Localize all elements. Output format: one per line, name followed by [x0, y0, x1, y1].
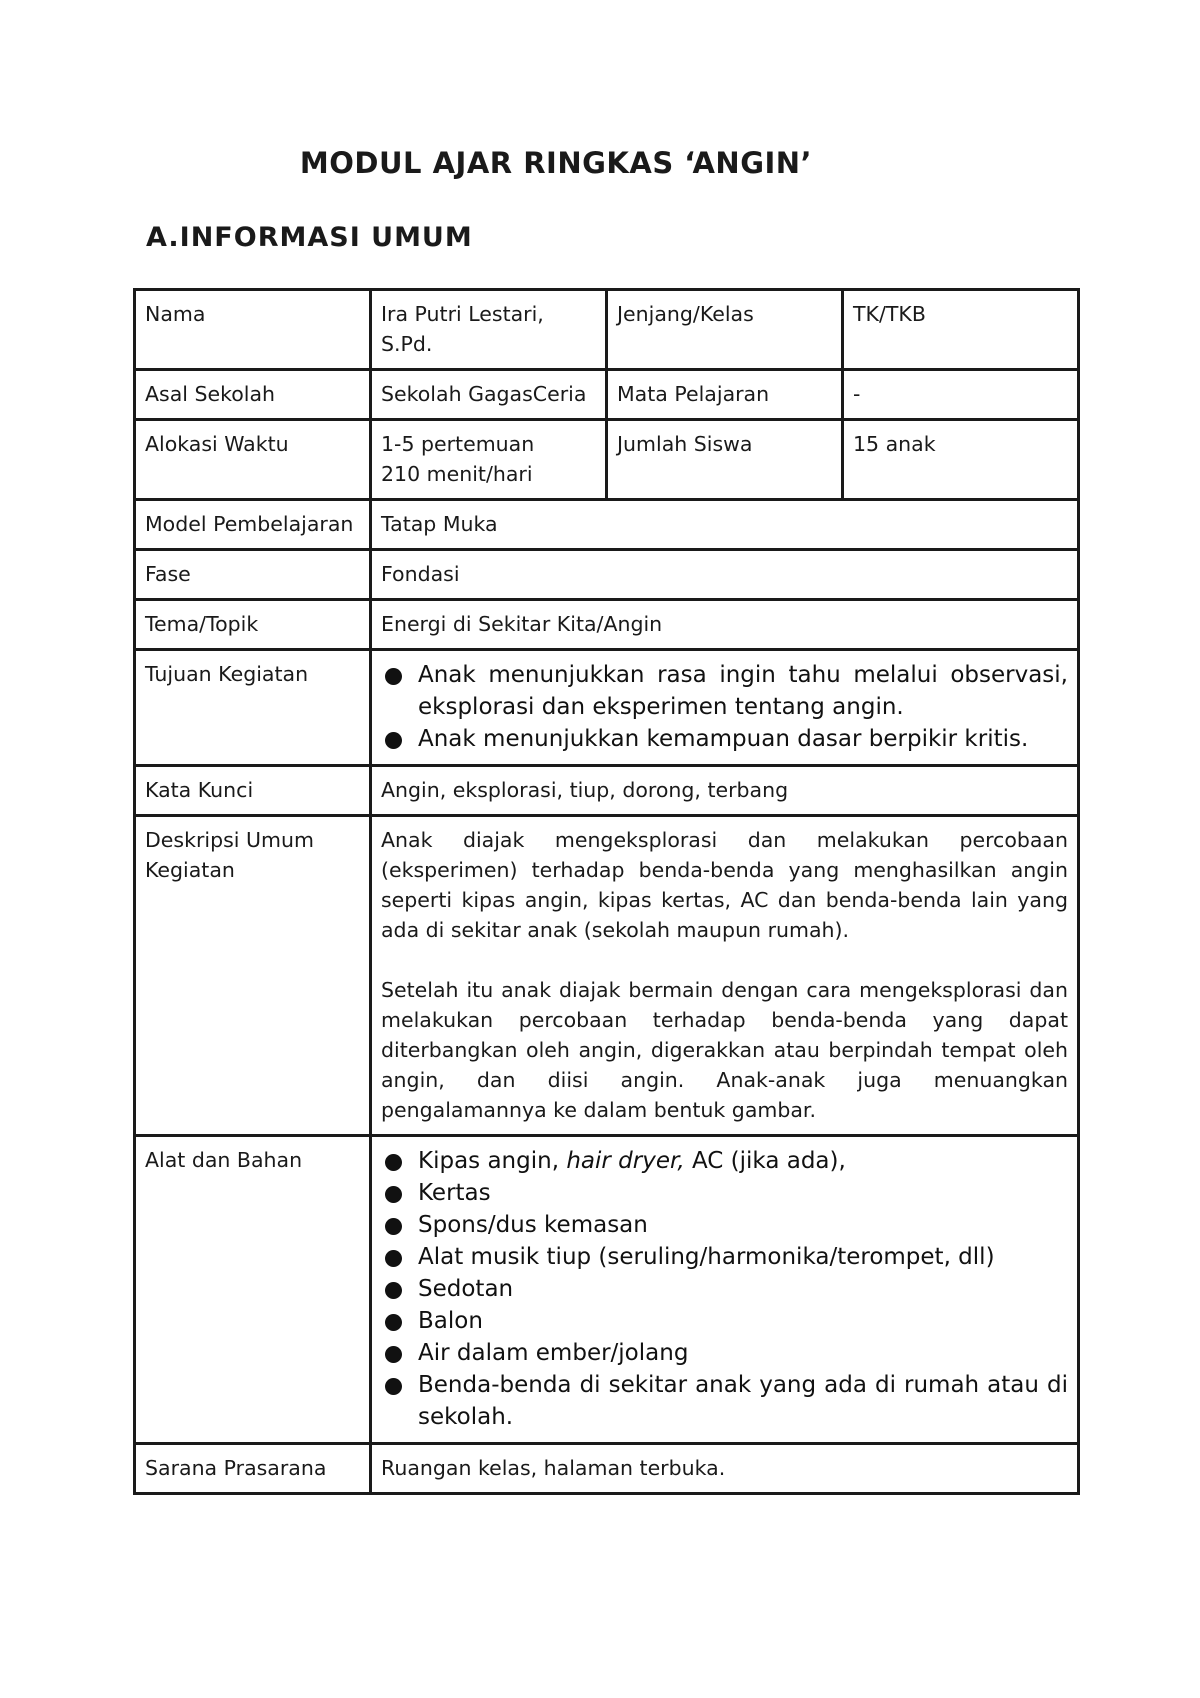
value-cell — [371, 1136, 1079, 1444]
value-cell: Tatap Muka — [371, 500, 1079, 550]
label-cell: Deskripsi Umum Kegiatan — [135, 816, 371, 1136]
table-row — [135, 420, 1079, 500]
list-item-text: Anak menunjukkan rasa ingin tahu melalui observasi, eksplorasi dan eksperimen tentang angin. — [418, 662, 1068, 720]
label-cell: Asal Sekolah — [135, 370, 371, 420]
table-row — [135, 290, 1079, 370]
value-cell — [371, 650, 1079, 766]
bullet-icon — [385, 1186, 402, 1203]
list-item — [381, 1145, 1068, 1177]
list-item — [381, 1273, 1068, 1305]
document-title: MODUL AJAR RINGKAS ‘ANGIN’ — [299, 146, 813, 180]
list-item-text: Benda-benda di sekitar anak yang ada di rumah atau di sekolah. — [418, 1372, 1068, 1430]
label-cell: Sarana Prasarana — [135, 1444, 371, 1494]
table-row — [135, 500, 1079, 550]
label-cell: Model Pembelajaran — [135, 500, 371, 550]
info-table — [133, 288, 1080, 1495]
bullet-list — [381, 659, 1068, 755]
list-item — [381, 1337, 1068, 1369]
section-heading: A.INFORMASI UMUM — [146, 222, 473, 253]
value-cell: 15 anak — [843, 420, 1079, 500]
bullet-icon — [385, 1378, 402, 1395]
description-paragraph: Anak diajak mengeksplorasi dan melakukan percobaan (eksperimen) terhadap benda-benda yang menghasilkan angin seperti kipas angin, kipas kertas, AC dan benda-benda lain yang ada di sekitar anak (sekolah maupun rumah). — [381, 828, 1068, 942]
bullet-icon — [385, 668, 402, 685]
list-item — [381, 1241, 1068, 1273]
list-item — [381, 1209, 1068, 1241]
table-row — [135, 600, 1079, 650]
label-cell: Tujuan Kegiatan — [135, 650, 371, 766]
value-line: 210 menit/hari — [381, 462, 533, 486]
list-item-text: Kertas — [418, 1180, 491, 1206]
label-cell: Tema/Topik — [135, 600, 371, 650]
list-item-text: Balon — [418, 1308, 483, 1334]
value-cell: Ira Putri Lestari, S.Pd. — [371, 290, 607, 370]
list-item — [381, 659, 1068, 723]
label-cell: Mata Pelajaran — [607, 370, 843, 420]
value-line: 1-5 pertemuan — [381, 432, 535, 456]
table-row — [135, 550, 1079, 600]
table-row — [135, 1444, 1079, 1494]
list-item-italic: hair dryer, — [566, 1148, 685, 1174]
value-cell: Ruangan kelas, halaman terbuka. — [371, 1444, 1079, 1494]
bullet-icon — [385, 1250, 402, 1267]
label-cell: Kata Kunci — [135, 766, 371, 816]
value-cell: Angin, eksplorasi, tiup, dorong, terbang — [371, 766, 1079, 816]
table-row — [135, 370, 1079, 420]
label-cell: Alokasi Waktu — [135, 420, 371, 500]
value-cell — [371, 420, 607, 500]
description-paragraph: Setelah itu anak diajak bermain dengan cara mengeksplorasi dan melakukan percobaan terhadap benda-benda yang dapat diterbangkan oleh angin, digerakkan atau berpindah tempat oleh angin, dan diisi angin. Anak-anak juga menuangkan pengalamannya ke dalam bentuk gambar. — [381, 978, 1068, 1122]
list-item-text: Sedotan — [418, 1276, 514, 1302]
value-cell: Fondasi — [371, 550, 1079, 600]
bullet-icon — [385, 1346, 402, 1363]
list-item-text: Spons/dus kemasan — [418, 1212, 648, 1238]
bullet-list — [381, 1145, 1068, 1433]
bullet-icon — [385, 1282, 402, 1299]
list-item — [381, 1369, 1068, 1433]
list-item — [381, 1177, 1068, 1209]
list-item — [381, 723, 1068, 755]
list-item-text: Anak menunjukkan kemampuan dasar berpikir kritis. — [418, 726, 1029, 752]
label-cell: Nama — [135, 290, 371, 370]
list-item-text: Kipas angin, — [418, 1148, 567, 1174]
table-row — [135, 816, 1079, 1136]
table-row — [135, 650, 1079, 766]
label-cell: Alat dan Bahan — [135, 1136, 371, 1444]
table-row — [135, 1136, 1079, 1444]
list-item-text: Alat musik tiup (seruling/harmonika/terompet, dll) — [418, 1244, 995, 1270]
bullet-icon — [385, 1154, 402, 1171]
list-item-text: AC (jika ada), — [684, 1148, 846, 1174]
label-cell: Jenjang/Kelas — [607, 290, 843, 370]
bullet-icon — [385, 1218, 402, 1235]
list-item-text: Air dalam ember/jolang — [418, 1340, 689, 1366]
label-cell: Fase — [135, 550, 371, 600]
value-cell — [371, 816, 1079, 1136]
list-item — [381, 1305, 1068, 1337]
label-cell: Jumlah Siswa — [607, 420, 843, 500]
bullet-icon — [385, 732, 402, 749]
bullet-icon — [385, 1314, 402, 1331]
value-cell: TK/TKB — [843, 290, 1079, 370]
value-cell: Energi di Sekitar Kita/Angin — [371, 600, 1079, 650]
value-cell: Sekolah GagasCeria — [371, 370, 607, 420]
table-row — [135, 766, 1079, 816]
value-cell: - — [843, 370, 1079, 420]
